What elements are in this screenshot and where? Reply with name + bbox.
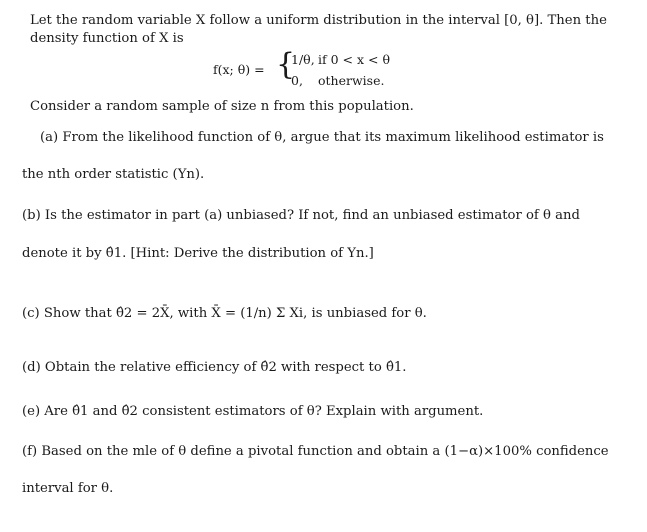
part-d: (d) Obtain the relative efficiency of θ̂2 with respect to θ̂1. <box>22 360 407 375</box>
sample-statement: Consider a random sample of size n from this population. <box>30 99 414 114</box>
density-case2-value: 0, <box>291 73 303 88</box>
part-e: (e) Are θ̂1 and θ̂2 consistent estimators of θ? Explain with argument. <box>22 404 484 419</box>
density-case1-value: 1/θ, <box>291 52 315 67</box>
part-f-line-2: interval for θ. <box>22 481 114 496</box>
part-b-line-1: (b) Is the estimator in part (a) unbiased? If not, find an unbiased estimator of θ and <box>22 208 580 223</box>
density-brace: { <box>276 47 296 82</box>
part-b-line-2: denote it by θ̂1. [Hint: Derive the distribution of Yn.] <box>22 246 374 261</box>
intro-line-2: density function of X is <box>30 31 184 46</box>
part-a-line-1: (a) From the likelihood function of θ, argue that its maximum likelihood estimator is <box>40 130 604 145</box>
density-case1-condition: if 0 < x < θ <box>318 52 390 67</box>
part-a-line-2: the nth order statistic (Yn). <box>22 167 205 182</box>
intro-line-1: Let the random variable X follow a uniform distribution in the interval [0, θ]. Then the <box>30 13 607 28</box>
part-c: (c) Show that θ̂2 = 2X̄, with X̄ = (1/n) Σ Xi, is unbiased for θ. <box>22 306 427 321</box>
density-lhs: f(x; θ) = <box>213 62 265 77</box>
density-case2-condition: otherwise. <box>318 73 385 88</box>
part-f-line-1: (f) Based on the mle of θ define a pivotal function and obtain a (1−α)×100% confidence <box>22 444 609 459</box>
